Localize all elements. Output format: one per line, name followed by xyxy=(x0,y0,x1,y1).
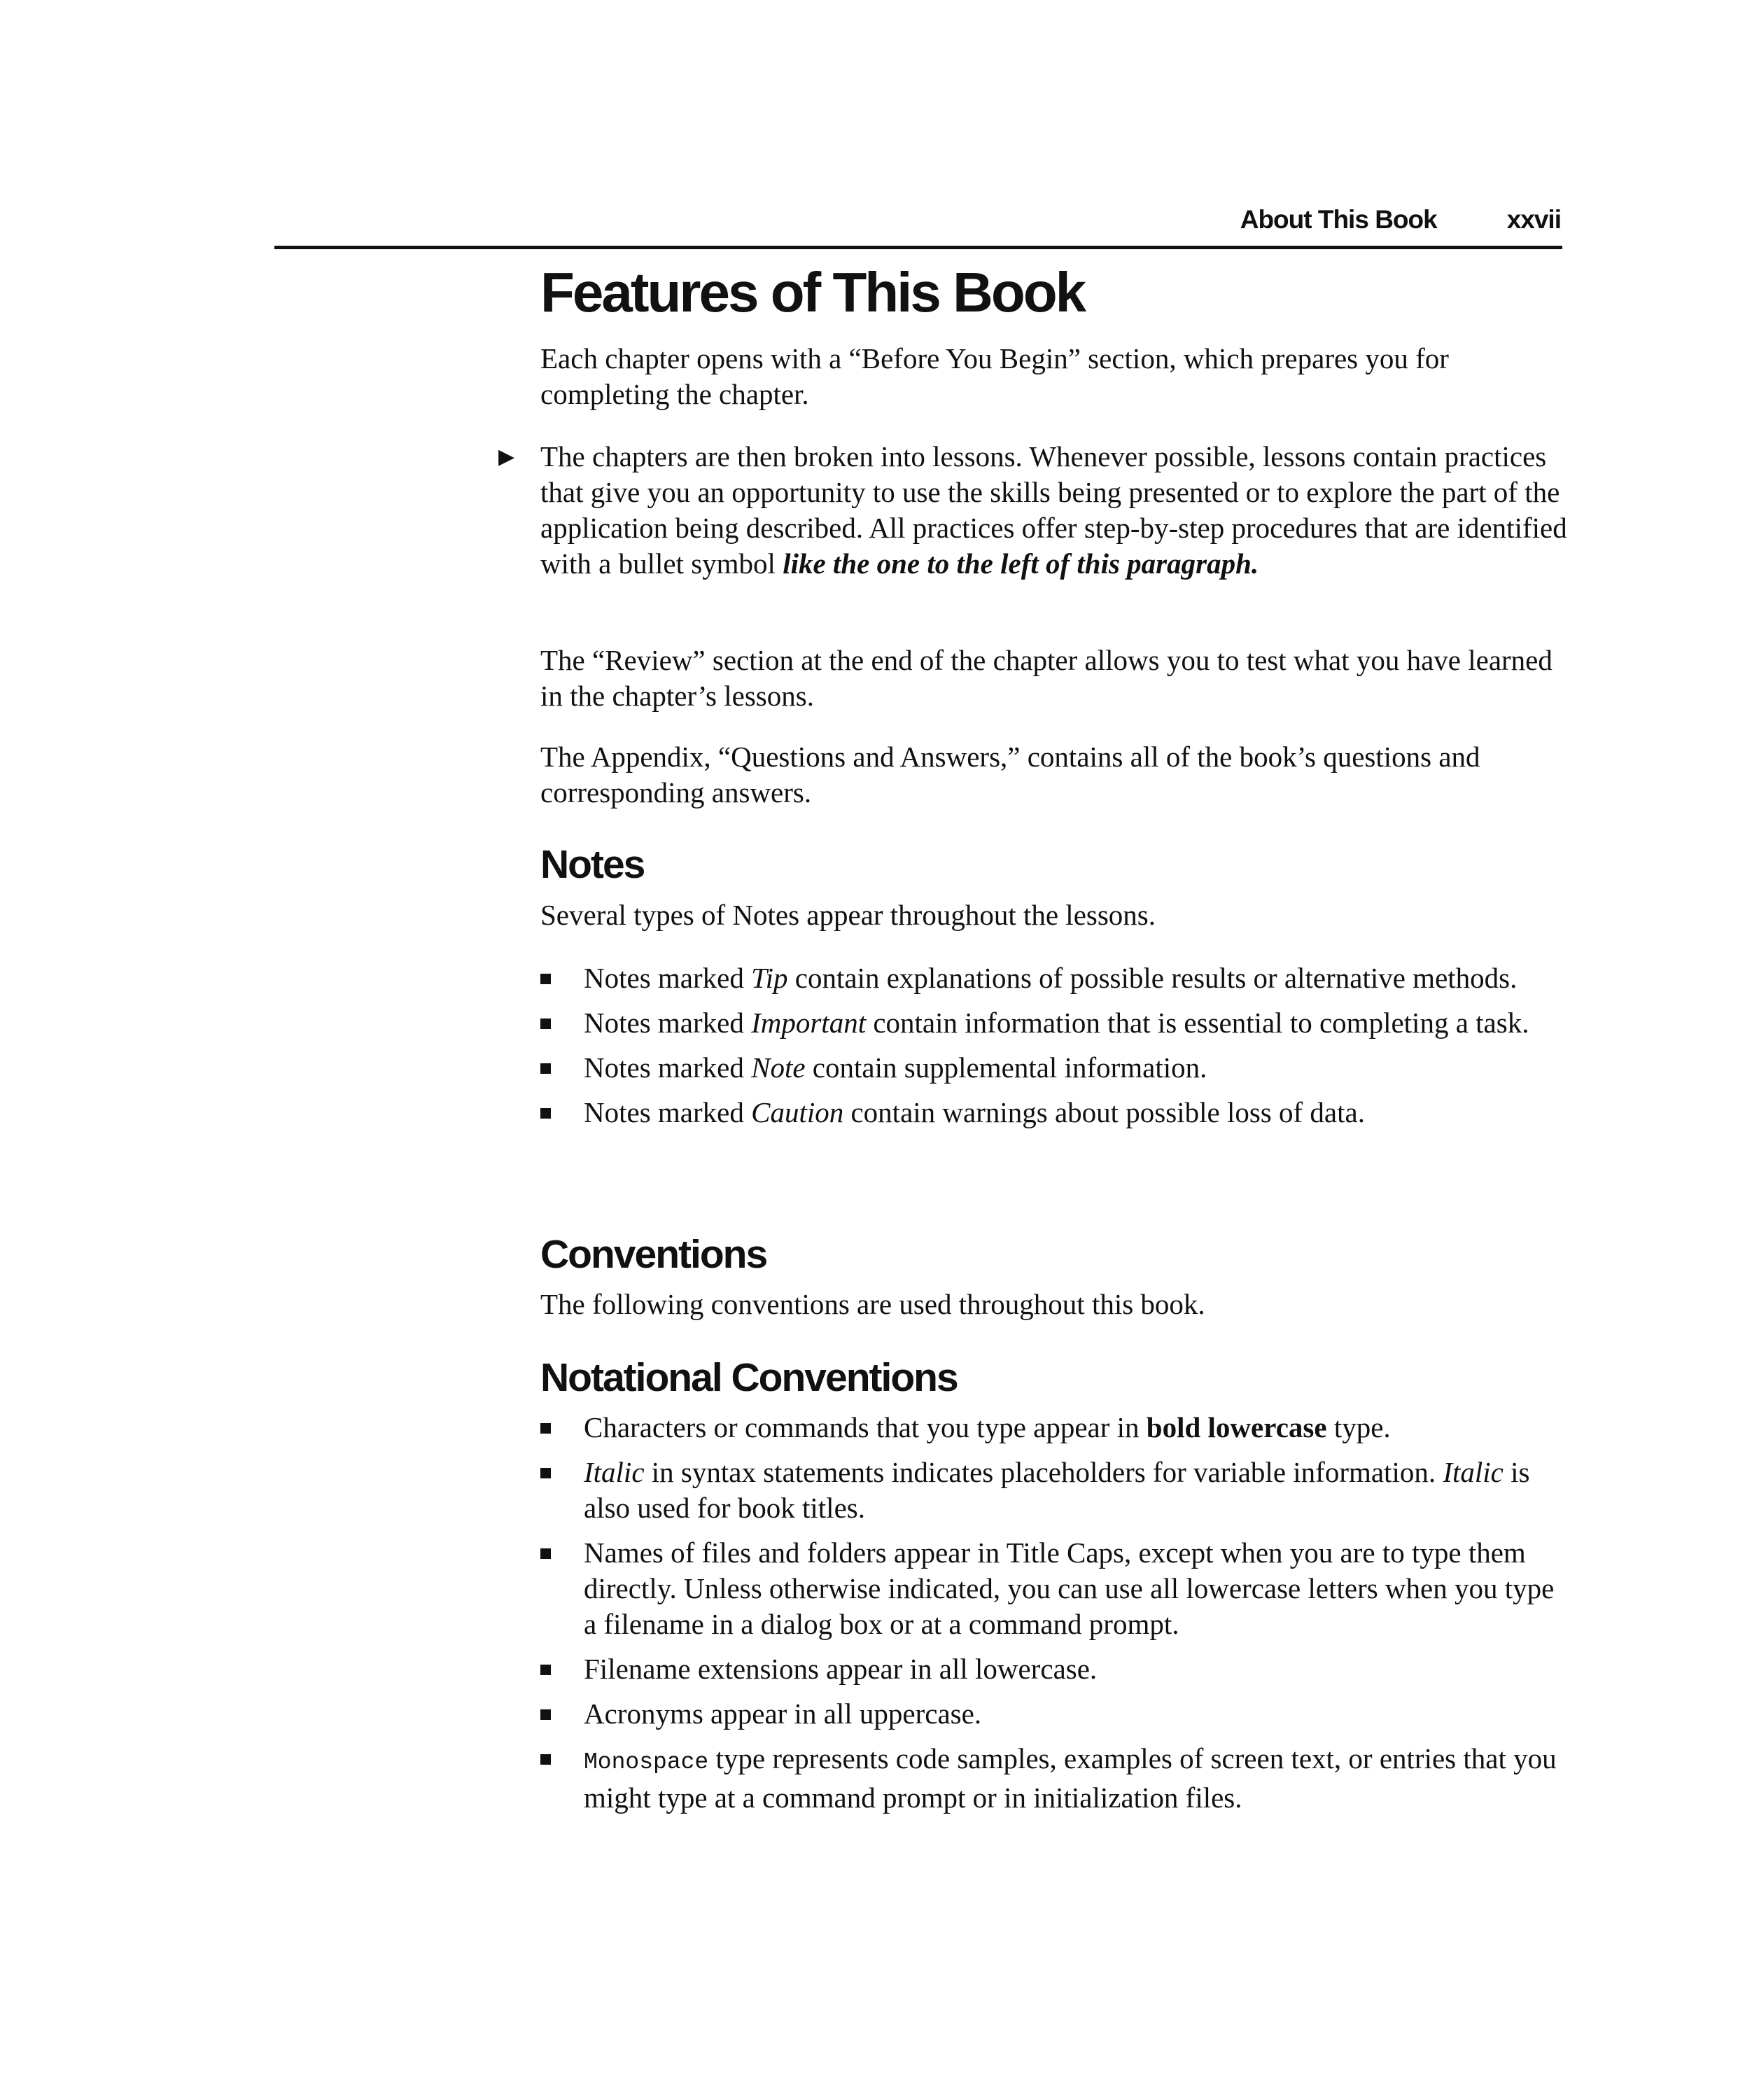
list-item: Notes marked Caution contain warnings about possible loss of data. xyxy=(540,1095,1569,1130)
list-item: Characters or commands that you type appear in bold lowercase type. xyxy=(540,1410,1569,1446)
square-bullet-icon xyxy=(540,1018,551,1029)
list-item: Notes marked Note contain supplemental information. xyxy=(540,1050,1569,1086)
square-bullet-icon xyxy=(540,1423,551,1434)
page-title: Features of This Book xyxy=(540,261,1085,323)
notes-list xyxy=(540,960,1569,1130)
list-item: Names of files and folders appear in Title Caps, except when you are to type them directly. Unless otherwise indicated, you can use all lowercase letters when you type a filename in a dialog box or at a command prompt. xyxy=(540,1535,1569,1642)
square-bullet-icon xyxy=(540,974,551,984)
square-bullet-icon xyxy=(540,1108,551,1119)
features-intro: Each chapter opens with a “Before You Begin” section, which prepares you for completing the chapter. xyxy=(540,342,1449,410)
lessons-paragraph xyxy=(540,439,1569,582)
appendix-paragraph: The Appendix, “Questions and Answers,” contains all of the book’s questions and corresponding answers. xyxy=(540,741,1480,808)
list-item: Filename extensions appear in all lowercase. xyxy=(540,1651,1569,1687)
review-paragraph: The “Review” section at the end of the chapter allows you to test what you have learned in the chapter’s lessons. xyxy=(540,644,1553,712)
running-head-title: About This Book xyxy=(1240,205,1437,234)
notes-intro: Several types of Notes appear throughout the lessons. xyxy=(540,899,1156,931)
lessons-emphasis: like the one to the left of this paragraph. xyxy=(783,547,1259,580)
list-item: Acronyms appear in all uppercase. xyxy=(540,1696,1569,1732)
header-rule xyxy=(274,246,1562,249)
square-bullet-icon xyxy=(540,1063,551,1074)
page-number: xxvii xyxy=(1506,205,1561,234)
square-bullet-icon xyxy=(540,1665,551,1675)
running-head xyxy=(274,204,1561,235)
notes-heading: Notes xyxy=(540,842,645,887)
list-item: Monospace type represents code samples, examples of screen text, or entries that you might type at a command prompt or in initialization files. xyxy=(540,1741,1569,1816)
conventions-heading: Conventions xyxy=(540,1232,767,1277)
square-bullet-icon xyxy=(540,1468,551,1478)
list-item: Notes marked Important contain information that is essential to completing a task. xyxy=(540,1005,1569,1041)
list-item: Italic in syntax statements indicates placeholders for variable information. Italic is also used for book titles. xyxy=(540,1455,1569,1526)
list-item: Notes marked Tip contain explanations of possible results or alternative methods. xyxy=(540,960,1569,996)
notational-list xyxy=(540,1410,1569,1816)
square-bullet-icon xyxy=(540,1709,551,1720)
arrow-bullet-icon: ▶ xyxy=(498,445,515,468)
notational-conventions-heading: Notational Conventions xyxy=(540,1355,958,1400)
square-bullet-icon xyxy=(540,1754,551,1765)
square-bullet-icon xyxy=(540,1548,551,1559)
conventions-intro: The following conventions are used throughout this book. xyxy=(540,1288,1205,1320)
lessons-text: The chapters are then broken into lessons. Whenever possible, lessons contain practices that give you an opportunity to use the skills being presented or to explore the part of the application being described. All practices offer step-by-step procedures that are identified with a bullet symbol xyxy=(540,440,1567,580)
